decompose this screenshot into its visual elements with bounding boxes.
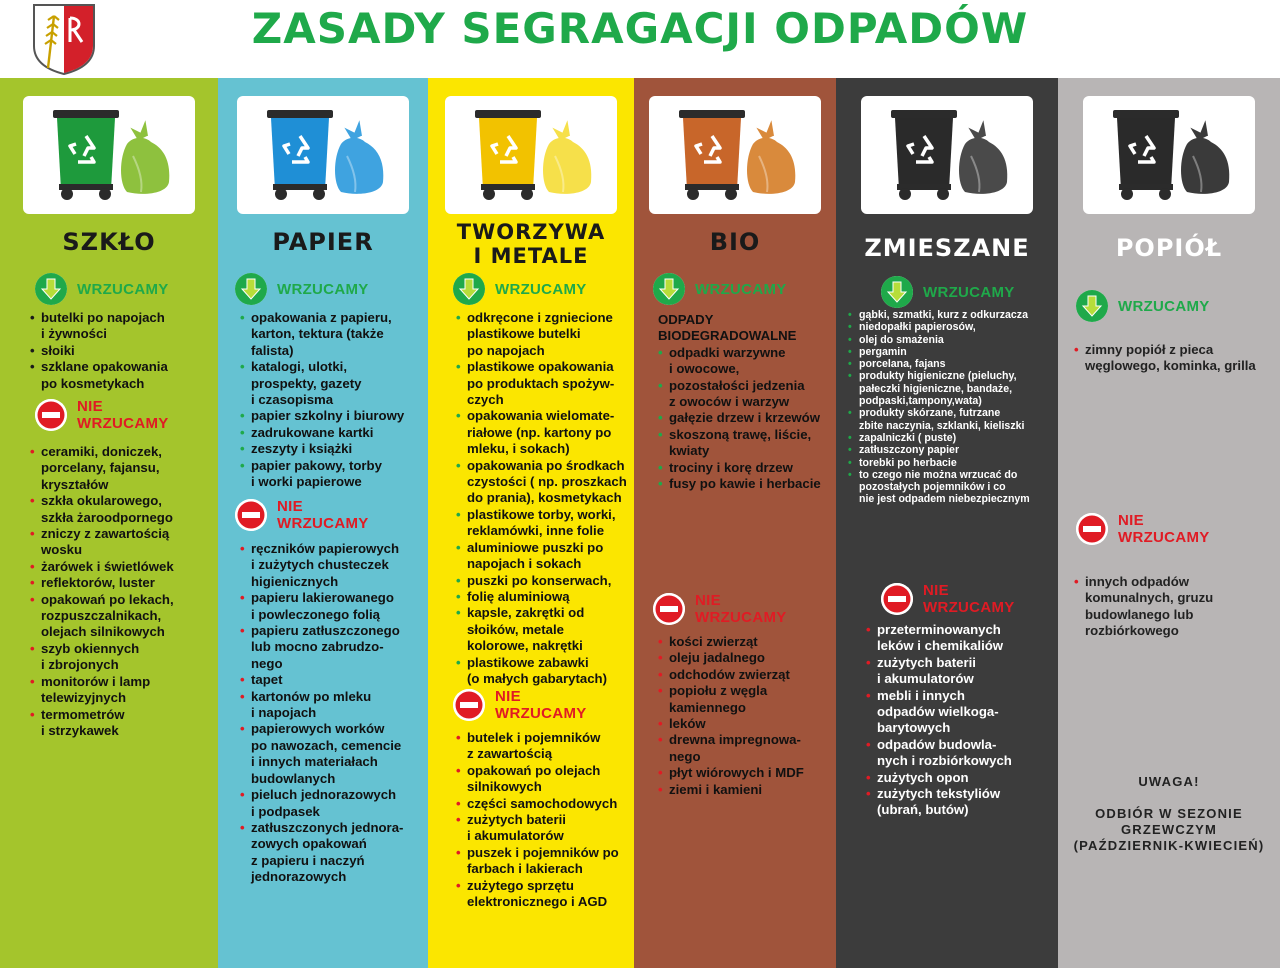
- list-item: • opakowania z papieru, karton, tektura (także falista): [240, 310, 392, 358]
- list-item: • zeszyty i książki: [240, 441, 353, 457]
- list-item: • odkręcone i zgniecione plastikowe butelki po napojach: [456, 310, 613, 358]
- list-item: • drewna impregnowa- nego: [658, 732, 801, 764]
- list-item: • opakowań po lekach, rozpuszczalnikach, olejach silnikowych: [30, 591, 174, 640]
- list-item: • ceramiki, doniczek, porcelany, fajansu, kryształów: [30, 444, 162, 492]
- yes-list: [1074, 342, 1276, 375]
- list-item: • mebli i innych odpadów wielkoga- barytowych: [866, 687, 999, 736]
- list-item: • gąbki, szmatki, kurz z odkurzacza: [848, 309, 1028, 321]
- bullet-icon: •: [240, 623, 245, 639]
- bullet-icon: •: [456, 877, 461, 893]
- category-name: TWORZYWA I METALE: [456, 220, 606, 268]
- yes-list: [30, 310, 214, 392]
- bullet-icon: •: [658, 476, 663, 492]
- bullet-icon: •: [658, 666, 663, 682]
- bullet-icon: •: [240, 408, 245, 424]
- no-entry-icon: [653, 593, 685, 625]
- list-item: • plastikowe zabawki (o małych gabarytach): [456, 654, 607, 686]
- list-item: • przeterminowanych leków i chemikaliów: [866, 622, 1004, 654]
- bullet-icon: •: [30, 342, 35, 358]
- yes-label: WRZUCAMY: [1118, 297, 1210, 315]
- bullet-icon: •: [240, 424, 245, 440]
- list-item: • gałęzie drzew i krzewów: [658, 410, 820, 426]
- list-item: • zużytych tekstyliów (ubrań, butów): [866, 786, 1001, 818]
- list-item: • puszek i pojemników po farbach i lakierach: [456, 844, 619, 877]
- list-item: • innych odpadów komunalnych, gruzu budowlanego lub rozbiórkowego: [1074, 574, 1214, 639]
- bullet-icon: •: [866, 786, 871, 802]
- yes-list: [456, 310, 630, 687]
- list-item: • produkty higieniczne (pieluchy, pałeczki higieniczne, bandaże, podpaski,tampony,wata): [848, 370, 1017, 408]
- list-item: • papier pakowy, torby i worki papierowe: [240, 457, 382, 490]
- no-entry-icon: [881, 583, 913, 615]
- bullet-icon: •: [240, 672, 245, 688]
- list-item: • płyt wiórowych i MDF: [658, 765, 804, 781]
- bullet-icon: •: [848, 407, 852, 420]
- bullet-icon: •: [240, 787, 245, 803]
- no-label: NIE WRZUCAMY: [695, 592, 787, 626]
- no-label-row: [1076, 512, 1210, 546]
- bullet-icon: •: [240, 441, 245, 457]
- arrow-down-icon: [653, 273, 685, 305]
- bullet-icon: •: [848, 309, 852, 321]
- category-name: SZKŁO: [62, 228, 156, 256]
- bullet-icon: •: [848, 321, 852, 334]
- yes-label: WRZUCAMY: [77, 280, 169, 298]
- bullet-icon: •: [30, 310, 35, 325]
- no-label: NIE WRZUCAMY: [495, 688, 587, 722]
- list-item: • kartonów po mleku i napojach: [240, 688, 372, 721]
- no-label-row: [235, 498, 369, 532]
- bullet-icon: •: [658, 634, 663, 649]
- arrow-down-icon: [881, 276, 913, 308]
- list-item: • zużytych baterii i akumulatorów: [866, 654, 976, 687]
- bullet-icon: •: [456, 506, 461, 522]
- bin-card: [237, 96, 409, 214]
- list-item: • zużytego sprzętu elektronicznego i AGD: [456, 877, 608, 910]
- list-item: • folię aluminiową: [456, 588, 570, 604]
- arrow-down-icon: [453, 273, 485, 305]
- bullet-icon: •: [30, 558, 35, 574]
- list-item: • plastikowe torby, worki, reklamówki, inne folie: [456, 506, 616, 539]
- bullet-icon: •: [658, 459, 663, 475]
- bullet-icon: •: [240, 590, 245, 606]
- header: [0, 0, 1280, 78]
- list-item: • fusy po kawie i herbacie: [658, 476, 821, 492]
- no-entry-icon: [1076, 513, 1108, 545]
- page-title: ZASADY SEGRAGACJI ODPADÓW: [251, 4, 1029, 53]
- list-item: • puszki po konserwach,: [456, 572, 612, 588]
- bullet-icon: •: [30, 444, 35, 459]
- yes-label-row: [1076, 290, 1210, 322]
- list-item: • monitorów i lamp telewizyjnych: [30, 673, 151, 706]
- bullet-icon: •: [456, 588, 461, 604]
- list-item: • papierowych worków po nawozach, cemencie i innych materiałach budowlanych: [240, 721, 402, 786]
- no-list: [866, 622, 1054, 819]
- list-item: • żarówek i świetlówek: [30, 558, 174, 574]
- bullet-icon: •: [848, 444, 852, 457]
- yes-label-row: [453, 273, 587, 305]
- list-item: • to czego nie można wrzucać do pozostałych pojemników i co nie jest odpadem niebezpiecznym: [848, 468, 1030, 506]
- no-label-row: [881, 582, 1015, 616]
- list-item: • odpadki warzywne i owocowe,: [658, 344, 786, 377]
- no-label: NIE WRZUCAMY: [1118, 512, 1210, 546]
- yes-label-row: [653, 273, 787, 305]
- bullet-icon: •: [1074, 574, 1079, 589]
- bullet-icon: •: [456, 457, 461, 473]
- list-item: • odpadów budowla- nych i rozbiórkowych: [866, 736, 1012, 769]
- no-label-row: [453, 688, 587, 722]
- bullet-icon: •: [240, 721, 245, 737]
- list-item: • części samochodowych: [456, 795, 618, 811]
- no-label: NIE WRZUCAMY: [277, 498, 369, 532]
- no-entry-icon: [235, 499, 267, 531]
- list-item: • olej do smażenia: [848, 333, 944, 346]
- list-item: • trociny i korę drzew: [658, 459, 793, 475]
- bullet-icon: •: [866, 769, 871, 785]
- bullet-icon: •: [456, 605, 461, 621]
- column-popiol: [1058, 78, 1280, 968]
- bullet-icon: •: [866, 622, 871, 637]
- no-list: [1074, 574, 1276, 640]
- bullet-icon: •: [456, 539, 461, 555]
- list-item: • opakowania wielomate- riałowe (np. kartony po mleku, i sokach): [456, 408, 615, 457]
- list-item: • niedopałki papierosów,: [848, 321, 976, 334]
- list-item: • produkty skórzane, futrzane zbite naczynia, szklanki, kieliszki: [848, 407, 1025, 432]
- list-item: • aluminiowe puszki po napojach i sokach: [456, 539, 604, 572]
- category-name: BIO: [709, 228, 761, 256]
- bullet-icon: •: [240, 688, 245, 704]
- yes-label-row: [35, 273, 169, 305]
- category-name: PAPIER: [272, 228, 374, 256]
- list-item: • papier szkolny i biurowy: [240, 408, 405, 424]
- bin-card: [23, 96, 195, 214]
- list-item: • opakowań po olejach silnikowych: [456, 762, 601, 795]
- list-item: • porcelana, fajans: [848, 358, 946, 371]
- bullet-icon: •: [456, 795, 461, 811]
- yes-label: WRZUCAMY: [495, 280, 587, 298]
- bullet-icon: •: [30, 706, 35, 722]
- yes-label-row: [235, 273, 369, 305]
- no-list: [30, 444, 214, 739]
- arrow-down-icon: [35, 273, 67, 305]
- list-item: • plastikowe opakowania po produktach spożyw- czych: [456, 359, 615, 408]
- bin-card: [649, 96, 821, 214]
- bullet-icon: •: [658, 716, 663, 732]
- bullet-icon: •: [848, 333, 852, 346]
- no-entry-icon: [35, 399, 67, 431]
- list-item: • zimny popiół z pieca węglowego, kominka, grilla: [1074, 342, 1256, 374]
- bullet-icon: •: [848, 431, 852, 444]
- bullet-icon: •: [658, 765, 663, 781]
- column-tworzywa: [428, 78, 634, 968]
- bullet-icon: •: [456, 572, 461, 588]
- bullet-icon: •: [30, 591, 35, 607]
- bullet-icon: •: [456, 408, 461, 424]
- bullet-icon: •: [658, 650, 663, 666]
- bullet-icon: •: [30, 359, 35, 375]
- list-item: • ręczników papierowych i zużytych chusteczek higienicznych: [240, 541, 400, 589]
- list-item: • szkła okularowego, szkła żaroodpornego: [30, 493, 173, 525]
- bullet-icon: •: [866, 654, 871, 670]
- yes-list: [658, 312, 832, 492]
- bullet-icon: •: [30, 575, 35, 591]
- bullet-icon: •: [240, 541, 245, 556]
- no-list: [456, 730, 630, 910]
- yes-label-row: [881, 276, 1015, 308]
- yes-label: WRZUCAMY: [695, 280, 787, 298]
- bullet-icon: •: [866, 736, 871, 752]
- list-item: • papieru lakierowanego i powleczonego folią: [240, 590, 394, 622]
- no-label: NIE WRZUCAMY: [923, 582, 1015, 616]
- bullet-icon: •: [456, 812, 461, 828]
- yes-list: [848, 309, 1054, 506]
- bullet-icon: •: [658, 344, 663, 360]
- list-item: • termometrów i strzykawek: [30, 706, 125, 738]
- list-item: • zatłuszczony papier: [848, 444, 960, 457]
- bullet-icon: •: [848, 468, 852, 481]
- list-item: • popiołu z węgla kamiennego: [658, 683, 768, 715]
- list-item: • szklane opakowania po kosmetykach: [30, 359, 168, 391]
- no-list: [240, 541, 424, 886]
- list-item: • oleju jadalnego: [658, 650, 765, 666]
- no-entry-icon: [453, 689, 485, 721]
- bullet-icon: •: [30, 673, 35, 689]
- bullet-icon: •: [456, 844, 461, 860]
- bullet-icon: •: [30, 526, 35, 542]
- list-item: • zapalniczki ( puste): [848, 431, 957, 444]
- column-bio: [634, 78, 836, 968]
- category-name: POPIÓŁ: [1115, 234, 1223, 262]
- bullet-icon: •: [456, 762, 461, 778]
- list-item: • pergamin: [848, 345, 907, 358]
- list-item: • tapet: [240, 672, 283, 688]
- list-item: • skoszoną trawę, liście, kwiaty: [658, 426, 812, 459]
- bullet-icon: •: [658, 683, 663, 699]
- bullet-icon: •: [456, 310, 461, 325]
- bullet-icon: •: [658, 781, 663, 797]
- bullet-icon: •: [240, 819, 245, 835]
- list-item: • ziemi i kamieni: [658, 781, 763, 797]
- bullet-icon: •: [848, 370, 852, 383]
- list-item: • pieluch jednorazowych i podpasek: [240, 787, 397, 819]
- list-item: • zatłuszczonych jednora- zowych opakowań z papieru i naczyń jednorazowych: [240, 819, 404, 885]
- list-item: • butelek i pojemników z zawartością: [456, 730, 601, 762]
- no-label: NIE WRZUCAMY: [77, 398, 169, 432]
- list-item: • opakowania po środkach czystości ( np. proszkach do prania), kosmetykach: [456, 457, 627, 506]
- bullet-icon: •: [658, 410, 663, 426]
- bullet-icon: •: [848, 345, 852, 358]
- arrow-down-icon: [235, 273, 267, 305]
- list-item: • zużytych opon: [866, 769, 969, 785]
- no-list: [658, 634, 832, 798]
- bullet-icon: •: [30, 493, 35, 509]
- list-item: • papieru zatłuszczonego lub mocno zabrudzo- nego: [240, 623, 400, 671]
- bullet-icon: •: [30, 640, 35, 656]
- bullet-icon: •: [240, 310, 245, 325]
- list-item: • torebki po herbacie: [848, 456, 957, 469]
- list-item: • katalogi, ulotki, prospekty, gazety i czasopisma: [240, 359, 362, 408]
- column-szklo: [0, 78, 218, 968]
- yes-label: WRZUCAMY: [277, 280, 369, 298]
- list-item: • zadrukowane kartki: [240, 424, 374, 440]
- yes-list: [240, 310, 424, 490]
- list-item: • odchodów zwierząt: [658, 666, 790, 682]
- no-label-row: [653, 592, 787, 626]
- list-item: • zniczy z zawartością wosku: [30, 526, 170, 558]
- bullet-icon: •: [240, 457, 245, 473]
- bin-card: [861, 96, 1033, 214]
- bullet-icon: •: [848, 358, 852, 371]
- list-item: • kości zwierząt: [658, 634, 758, 649]
- bullet-icon: •: [456, 730, 461, 745]
- list-item: • zużytych baterii i akumulatorów: [456, 812, 566, 844]
- bullet-icon: •: [658, 377, 663, 393]
- category-name: ZMIESZANE: [864, 234, 1030, 262]
- bullet-icon: •: [848, 456, 852, 469]
- list-item: • butelki po napojach i żywności: [30, 310, 165, 342]
- yes-heading: ODPADY BIODEGRADOWALNE: [658, 312, 797, 344]
- list-item: • szyb okiennych i zbrojonych: [30, 640, 140, 673]
- list-item: • reflektorów, luster: [30, 575, 155, 591]
- season-note: UWAGA! ODBIÓR W SEZONIE GRZEWCZYM (PAŹDZIERNIK-KWIECIEŃ): [1073, 774, 1265, 853]
- bullet-icon: •: [456, 654, 461, 670]
- list-item: • kapsle, zakrętki od słoików, metale kolorowe, nakrętki: [456, 605, 585, 654]
- bullet-icon: •: [1074, 342, 1079, 357]
- bin-card: [445, 96, 617, 214]
- bin-card: [1083, 96, 1255, 214]
- no-label-row: [35, 398, 169, 432]
- bullet-icon: •: [866, 687, 871, 703]
- yes-label: WRZUCAMY: [923, 283, 1015, 301]
- list-item: • leków: [658, 716, 706, 732]
- bullet-icon: •: [658, 732, 663, 748]
- bullet-icon: •: [456, 359, 461, 375]
- list-item: • słoiki: [30, 342, 75, 358]
- column-zmieszane: [836, 78, 1058, 968]
- arrow-down-icon: [1076, 290, 1108, 322]
- column-papier: [218, 78, 428, 968]
- bullet-icon: •: [658, 426, 663, 442]
- bullet-icon: •: [240, 359, 245, 375]
- list-item: • pozostałości jedzenia z owoców i warzyw: [658, 377, 805, 410]
